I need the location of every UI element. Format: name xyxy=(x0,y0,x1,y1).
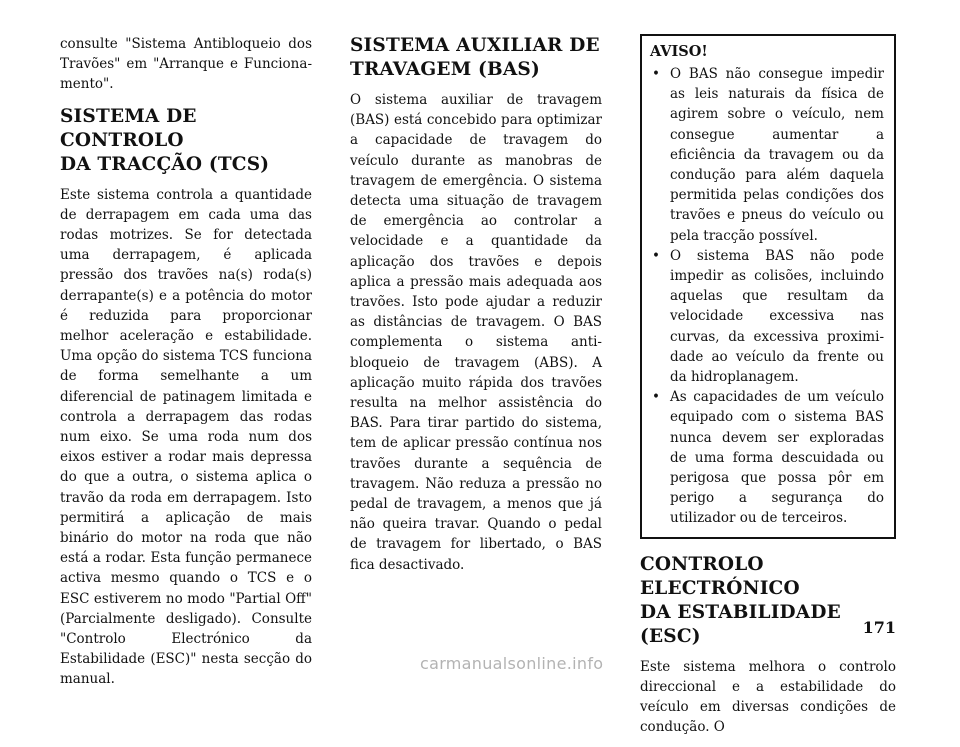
bas-heading-line1: SISTEMA AUXILIAR DE xyxy=(350,35,600,56)
warning-list xyxy=(650,64,884,529)
warning-item-text: O sistema BAS não pode impedir as colisões, incluindo aquelas que resultam da velocidade excessiva nas curvas, da excessiva proximidade ao veículo da frente ou da hidroplanagem. xyxy=(670,247,884,386)
column-right xyxy=(640,34,896,747)
warning-item xyxy=(650,64,884,246)
esc-heading-line1: CONTROLO ELECTRÓNICO xyxy=(640,553,800,599)
warning-item-text: As capacidades de um veículo equipado com o sistema BAS nunca devem ser exploradas de uma forma descuidada ou perigosa que possa pôr em perigo a segurança do utilizador ou de terceiros. xyxy=(670,389,884,527)
watermark-text: carmanualsonline.info xyxy=(420,654,604,673)
warning-item xyxy=(650,246,884,387)
warning-box xyxy=(640,34,896,539)
warning-item xyxy=(650,387,884,528)
intro-paragraph: consulte "Sistema Antibloqueio dos Travões" em "Arranque e Funcionamento". xyxy=(60,36,312,93)
bas-heading-line2: TRAVAGEM (BAS) xyxy=(350,59,540,80)
bas-heading xyxy=(350,34,602,82)
esc-heading xyxy=(640,553,896,649)
tcs-paragraph: Este sistema controla a quantidade de derrapagem em cada uma das rodas motrizes. Se for detectada uma derrapagem, é aplicada pressão dos travões na(s) roda(s) derrapante(s) e a potência do motor é reduzida para proporcionar melhor aceleração e estabilidade. Uma opção do sistema TCS funciona de forma semelhante a um diferencial de patinagem limitada e controla a derrapagem das rodas num eixo. Se uma roda num dos eixos estiver a rodar mais depressa do que a outra, o sistema aplica o travão da roda em derrapagem. Isto permitirá a aplicação de mais binário do motor na roda que não está a rodar. Esta função permanece activa mesmo quando o TCS e o ESC estiverem no modo "Partial Off" (Parcialmente desligado). Consulte "Controlo Electrónico da Estabilidade (ESC)" nesta secção do manual. xyxy=(60,186,312,688)
tcs-heading xyxy=(60,105,312,177)
column-left xyxy=(60,34,312,700)
column-middle xyxy=(350,34,602,585)
warning-title: AVISO! xyxy=(650,43,708,60)
bullet-icon: • xyxy=(652,66,660,82)
bas-paragraph: O sistema auxiliar de travagem (BAS) está concebido para optimizar a capacidade de travagem do veículo durante as manobras de travagem de emergência. O sistema detecta uma situação de travagem de emergência ao controlar a velocidade e a quantidade da aplicação dos travões e depois aplica a pressão mais adequada aos travões. Isto pode ajudar a reduzir as distâncias de travagem. O BAS complementa o sistema anti-bloqueio de travagem (ABS). A aplicação muito rápida dos travões resulta na melhor assistência do BAS. Para tirar partido do sistema, tem de aplicar pressão contínua nos travões durante a sequência de travagem. Não reduza a pressão no pedal de travagem, a menos que já não queira travar. Quando o pedal de travagem for libertado, o BAS fica desactivado. xyxy=(350,92,602,573)
warning-item-text: O BAS não consegue impedir as leis naturais da física de agirem sobre o veículo, nem consegue aumentar a eficiência da travagem ou da condução para além daquela permitida pelas condições dos travões e pneus do veículo ou pela tracção possível. xyxy=(670,66,884,244)
bullet-icon: • xyxy=(652,247,660,264)
tcs-heading-line1: SISTEMA DE CONTROLO xyxy=(60,105,197,151)
esc-heading-line2: DA ESTABILIDADE (ESC) xyxy=(640,601,841,647)
tcs-heading-line2: DA TRACÇÃO (TCS) xyxy=(60,153,270,175)
esc-paragraph: Este sistema melhora o controlo direccional e a estabilidade do veículo em diversas condições de condução. O xyxy=(640,658,896,736)
page-number: 171 xyxy=(862,618,896,637)
bullet-icon: • xyxy=(652,389,660,406)
